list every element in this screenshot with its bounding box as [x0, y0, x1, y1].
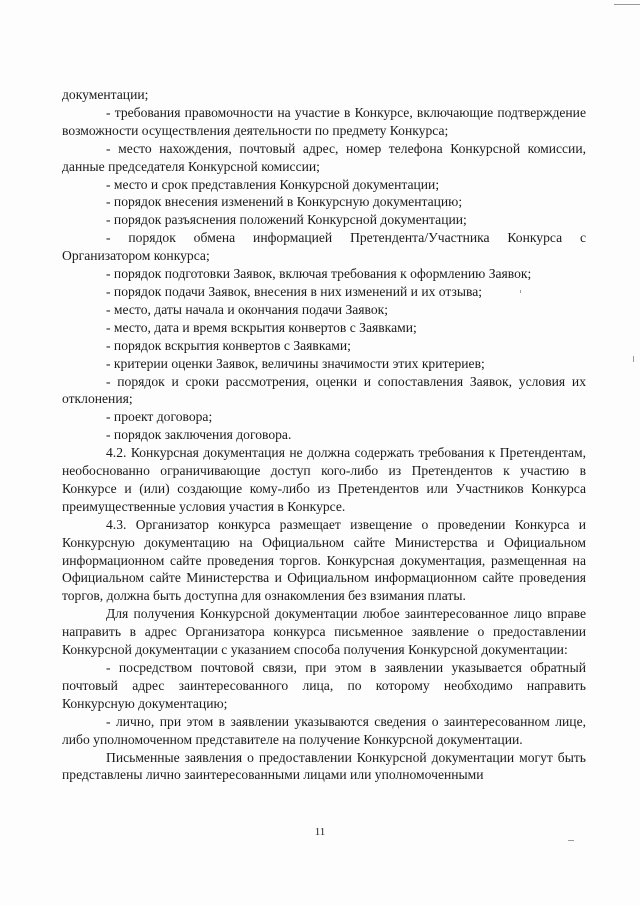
list-item-submission-dates: - место, даты начала и окончания подачи Заявок;	[106, 301, 389, 317]
list-item-personal-delivery: - лично, при этом в заявлении указываются сведения о заинтересованном лице, либо уполномоченном представителе на получение Конкурсной документации.	[62, 713, 586, 747]
scan-artifact	[568, 840, 574, 841]
list-item-postal-delivery: - посредством почтовой связи, при этом в заявлении указывается обратный почтовый адрес заинтересованного лица, по которому необходимо направить Конкурсную документацию;	[62, 660, 586, 711]
list-item-information-exchange: - порядок обмена информацией Претендента/Участника Конкурса с Организатором конкурса;	[62, 230, 586, 264]
list-item-amendments: - порядок внесения изменений в Конкурсную документацию;	[106, 194, 463, 210]
list-item-application-preparation: - порядок подготовки Заявок, включая требования к оформлению Заявок;	[106, 266, 532, 282]
list-item-opening-place: - место, дата и время вскрытия конвертов с Заявками;	[106, 319, 417, 335]
list-item-opening-procedure: - порядок вскрытия конвертов с Заявками;	[106, 337, 351, 353]
scan-artifact	[520, 290, 521, 293]
section-4-3: 4.3. Организатор конкурса размещает извещение о проведении Конкурса и Конкурсную документацию на Официальном сайте Министерства и Официальном информационном сайте проведения торгов. Конкурсная документация, размещенная на Официальном сайте Министерства и Официальном информационном сайте проведения торгов, должна быть доступна для ознакомления без взимания платы.	[62, 516, 586, 604]
list-item-eligibility: - требования правомочности на участие в Конкурсе, включающие подтверждение возможности осуществления деятельности по предмету Конкурса;	[62, 104, 586, 138]
document-body	[62, 86, 586, 784]
list-item-draft-contract: - проект договора;	[106, 409, 213, 425]
list-item-review-terms: - порядок и сроки рассмотрения, оценки и сопоставления Заявок, условия их отклонения;	[62, 373, 586, 407]
list-item-clarification: - порядок разъяснения положений Конкурсной документации;	[106, 212, 467, 228]
scan-artifact	[614, 4, 640, 5]
paragraph-written-requests: Письменные заявления о предоставлении Конкурсной документации могут быть представлены лично заинтересованными лицами или уполномоченными	[62, 749, 586, 783]
list-item-commission-address: - место нахождения, почтовый адрес, номер телефона Конкурсной комиссии, данные председателя Конкурсной комиссии;	[62, 140, 586, 174]
list-item-submission-place: - место и срок представления Конкурсной документации;	[106, 176, 440, 192]
list-item-evaluation-criteria: - критерии оценки Заявок, величины значимости этих критериев;	[106, 355, 485, 371]
list-item-application-submission: - порядок подачи Заявок, внесения в них изменений и их отзыва;	[106, 283, 483, 299]
page-number: 11	[314, 826, 326, 838]
section-4-2: 4.2. Конкурсная документация не должна содержать требования к Претендентам, необоснованно ограничивающие доступ кого-либо из Претендентов к участию в Конкурсе и (или) создающие кому-либо из Претендентов или Участников Конкурса преимущественные условия участия в Конкурсе.	[62, 445, 586, 514]
paragraph-request-procedure: Для получения Конкурсной документации любое заинтересованное лицо вправе направить в адрес Организатора конкурса письменное заявление о предоставлении Конкурсной документации с указанием способа получения Конкурсной документации:	[62, 606, 586, 658]
paragraph-continuation: документации;	[62, 87, 149, 102]
list-item-contract-conclusion: - порядок заключения договора.	[106, 427, 292, 443]
scan-artifact	[633, 356, 634, 362]
